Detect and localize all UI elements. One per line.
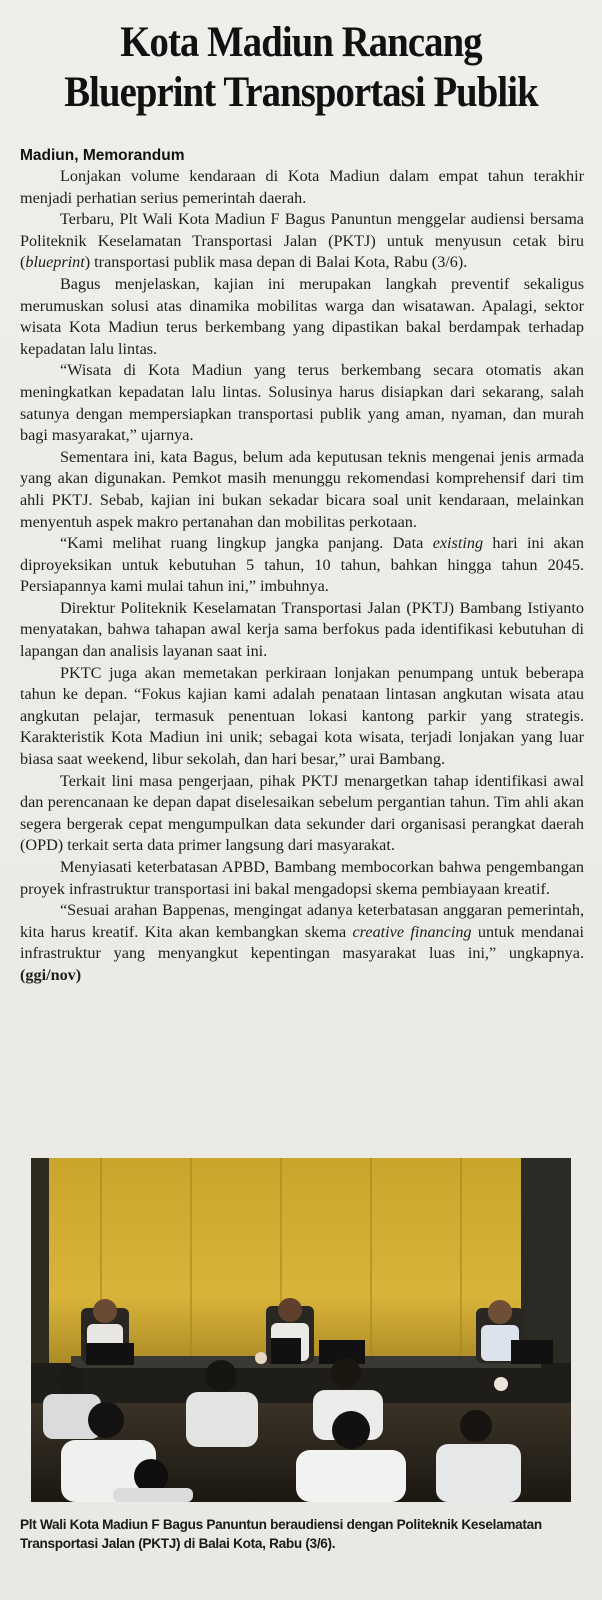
headline-line-1: Kota Madiun Rancang xyxy=(120,19,482,66)
headline-line-2: Blueprint Transportasi Publik xyxy=(64,69,538,116)
article-paragraph xyxy=(20,900,584,986)
text-run: “Sesuai arahan Bappenas, mengingat adanya keterbatasan anggaran pemerintah, kita harus kreatif. Kita akan kembangkan skema xyxy=(20,901,584,941)
article-paragraph xyxy=(20,274,584,360)
text-run: Sementara ini, kata Bagus, belum ada keputusan teknis mengenai jenis armada yang akan digunakan. Pemkot masih menunggu rekomendasi komprehensif dari tim ahli PKTJ. Sebab, kajian ini bukan sekadar bicara soal unit kendaraan, melainkan menyentuh aspek makro pertanahan dan mobilitas perkotaan. xyxy=(20,447,584,531)
article-paragraph xyxy=(20,857,584,900)
headline xyxy=(43,18,560,118)
italic-term: creative financing xyxy=(352,922,472,941)
article-paragraph xyxy=(20,447,584,533)
text-run: “Wisata di Kota Madiun yang terus berkembang secara otomatis akan meningkatkan kepadatan lalu lintas. Solusinya harus disiapkan dari sekarang, salah satunya dengan mempersiapkan transportasi publik yang aman, nyaman, dan murah bagi masyarakat,” ujarnya. xyxy=(20,361,584,445)
article-paragraph xyxy=(20,598,584,663)
dateline: Madiun, Memorandum xyxy=(20,147,185,164)
text-run: Lonjakan volume kendaraan di Kota Madiun dalam empat tahun terakhir menjadi perhatian serius pemerintah daerah. xyxy=(20,167,584,207)
photo-caption: Plt Wali Kota Madiun F Bagus Panuntun beraudiensi dengan Politeknik Keselamatan Transportasi Jalan (PKTJ) di Balai Kota, Rabu (3/6). xyxy=(20,1517,542,1551)
article-paragraph xyxy=(20,209,584,274)
text-run: “Kami melihat ruang lingkup jangka panjang. Data xyxy=(60,534,433,553)
text-run: Bagus menjelaskan, kajian ini merupakan langkah preventif sekaligus merumuskan solusi atas dinamika mobilitas warga dan wisatawan. Apalagi, sektor wisata Kota Madiun terus berkembang yang dipastikan bakal berdampak terhadap kepadatan lalu lintas. xyxy=(20,274,584,358)
article-paragraphs xyxy=(20,166,584,987)
article-paragraph xyxy=(20,166,584,209)
text-run: ) transportasi publik masa depan di Balai Kota, Rabu (3/6). xyxy=(84,253,468,272)
text-run: Menyiasati keterbatasan APBD, Bambang membocorkan bahwa pengembangan proyek infrastruktur transportasi ini bakal mengadopsi skema pembiayaan kreatif. xyxy=(20,858,584,898)
article-photo xyxy=(31,1158,571,1502)
article-paragraph xyxy=(20,771,584,857)
text-run: PKTC juga akan memetakan perkiraan lonjakan penumpang untuk beberapa tahun ke depan. “Fokus kajian kami adalah penataan lintasan angkutan wisata atau angkutan pelajar, termasuk penentuan lokasi kantong parkir yang strategis. Karakteristik Kota Madiun ini unik; sebagai kota wisata, terjadi lonjakan yang luar biasa saat weekend, libur sekolah, dan hari besar,” urai Bambang. xyxy=(20,663,584,769)
text-run: Terbaru, Plt Wali Kota Madiun F Bagus Panuntun menggelar audiensi bersama Politeknik Keselamatan Transportasi Jalan (PKTJ) untuk menyusun cetak biru ( xyxy=(20,210,584,272)
text-run: Direktur Politeknik Keselamatan Transportasi Jalan (PKTJ) Bambang Istiyanto menyatakan, bahwa tahapan awal kerja sama berfokus pada identifikasi kebutuhan di lapangan dan analisis layanan saat ini. xyxy=(20,598,584,661)
italic-term: blueprint xyxy=(25,253,85,272)
text-run: hari ini akan diproyeksikan untuk kebutuhan 5 tahun, 10 tahun, bahkan hingga tahun 2045. Persiapannya kami mulai tahun ini,” imbuhnya. xyxy=(20,534,585,596)
italic-term: existing xyxy=(432,534,484,553)
author-initials: (ggi/nov) xyxy=(20,965,82,984)
article-body xyxy=(20,146,584,987)
text-run: untuk mendanai infrastruktur yang menyangkut kepentingan masyarakat luas ini,” ungkapnya. xyxy=(20,922,584,963)
text-run: Terkait lini masa pengerjaan, pihak PKTJ menargetkan tahap identifikasi awal dan perencanaan ke depan dapat diselesaikan sebelum pergantian tahun. Tim ahli akan segera bergerak cepat mengumpulkan data sekunder dari organisasi perangkat daerah (OPD) terkait serta data primer langsung dari masyarakat. xyxy=(20,771,584,855)
article-paragraph xyxy=(20,360,584,446)
meeting-photo xyxy=(31,1158,571,1502)
article-paragraph xyxy=(20,533,584,598)
article-paragraph xyxy=(20,663,584,771)
